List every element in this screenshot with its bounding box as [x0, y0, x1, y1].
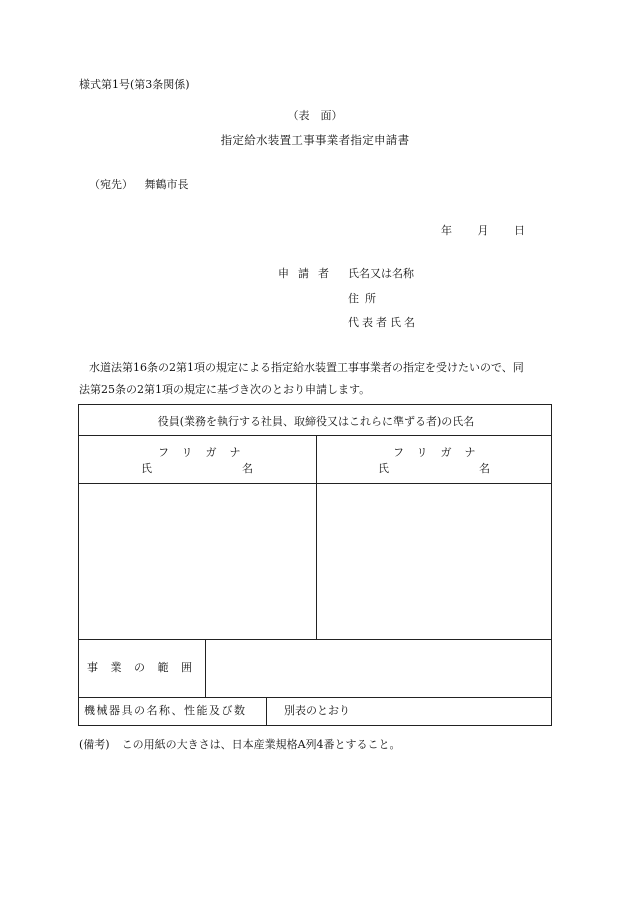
addressee-name: 舞鶴市長: [144, 178, 189, 191]
form-number: 様式第1号(第3条関係): [79, 78, 190, 91]
column-divider: [266, 697, 267, 726]
month-unit: 月: [477, 224, 489, 237]
left-name-first: 氏: [141, 462, 152, 475]
day-unit: 日: [514, 224, 525, 237]
footnote: [79, 739, 401, 750]
intro-text-line-1: 水道法第16条の2第1項の規定による指定給水装置工事事業者の指定を受けたいので、同: [89, 361, 524, 374]
equipment-label: 機械器具の名称、性能及び数: [84, 704, 247, 717]
column-divider: [316, 435, 317, 639]
left-name-label: [141, 463, 253, 474]
applicant-label: 申請者: [278, 267, 338, 280]
business-scope-entry-area[interactable]: [208, 641, 549, 695]
intro-text-line-2: 法第25条の2第1項の規定に基づき次のとおり申請します。: [79, 383, 371, 396]
table-divider: [79, 435, 551, 436]
application-table: [78, 404, 552, 726]
table-divider: [79, 697, 551, 698]
equipment-value: 別表のとおり: [284, 704, 350, 717]
applicant-address-label: 住所: [348, 292, 382, 305]
document-title: 指定給水装置工事事業者指定申請書: [220, 133, 410, 147]
column-divider: [205, 639, 206, 697]
year-unit: 年: [441, 224, 452, 237]
right-name-label: [378, 463, 490, 474]
right-furigana-label: フリガナ: [393, 446, 489, 459]
table-divider: [79, 639, 551, 640]
date-line: [441, 225, 525, 236]
applicant-name-label: 氏名又は名称: [348, 267, 414, 280]
footnote-key: (備考): [79, 738, 110, 751]
footnote-text: この用紙の大きさは、日本産業規格A列4番とすること。: [121, 738, 401, 751]
applicant-representative-label: 代表者氏名: [348, 316, 418, 329]
table-divider: [79, 483, 551, 484]
left-officer-entry-area[interactable]: [81, 485, 313, 635]
right-name-second: 名: [479, 462, 490, 475]
right-officer-entry-area[interactable]: [319, 485, 549, 635]
addressee: [89, 179, 189, 190]
right-name-first: 氏: [378, 462, 389, 475]
officers-header: 役員(業務を執行する社員、取締役又はこれらに準ずる者)の氏名: [157, 415, 475, 428]
addressee-prefix: （宛先）: [89, 178, 133, 191]
left-name-second: 名: [242, 462, 253, 475]
side-label: （表 面）: [287, 109, 343, 122]
business-scope-label: 事業の範囲: [87, 661, 205, 674]
left-furigana-label: フリガナ: [158, 446, 254, 459]
